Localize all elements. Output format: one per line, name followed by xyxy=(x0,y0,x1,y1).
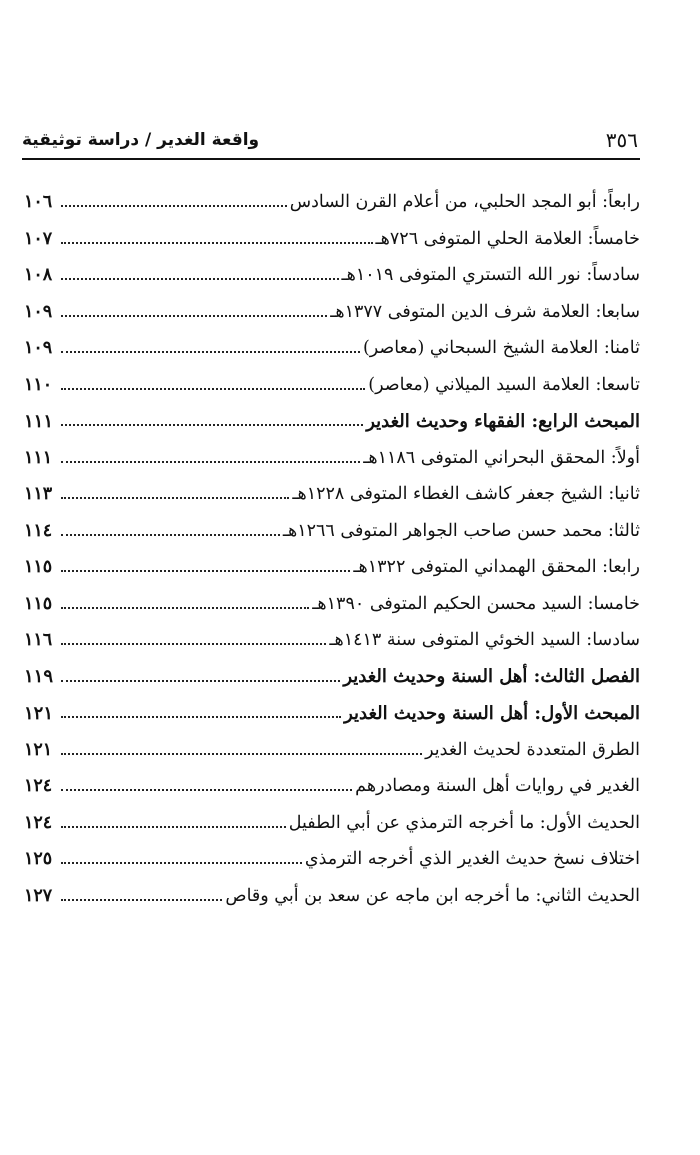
page-number: ٣٥٦ xyxy=(605,128,638,152)
dot-leader xyxy=(61,188,287,208)
toc-entry xyxy=(24,549,640,586)
dot-leader xyxy=(61,443,360,463)
toc-entry xyxy=(24,841,640,878)
toc-entry-page: ١٢٤ xyxy=(24,776,53,797)
dot-leader xyxy=(61,735,422,755)
toc-entry xyxy=(24,440,640,477)
toc-entry-page: ١١١ xyxy=(24,447,53,468)
toc-entry-page: ١١١ xyxy=(24,410,54,432)
toc-entry xyxy=(24,294,640,331)
toc-entry-page: ١٠٦ xyxy=(24,192,53,213)
dot-leader xyxy=(61,845,302,865)
toc-entry-page: ١٠٧ xyxy=(24,228,53,249)
dot-leader xyxy=(61,589,309,609)
dot-leader xyxy=(61,261,339,281)
toc-entry xyxy=(24,476,640,513)
dot-leader xyxy=(61,516,280,536)
toc-entry-title: خامساً: العلامة الحلي المتوفى ٧٢٦هـ xyxy=(375,228,640,249)
toc-section-heading xyxy=(24,403,640,440)
toc-entry-title: خامسا: السيد محسن الحكيم المتوفى ١٣٩٠هـ xyxy=(312,593,640,614)
toc-entry xyxy=(24,221,640,258)
toc-entry-title: ثالثا: محمد حسن صاحب الجواهر المتوفى ١٢٦٦هـ xyxy=(282,520,640,541)
toc-entry-title: رابعاً: أبو المجد الحلبي، من أعلام القرن السادس xyxy=(289,192,640,213)
toc-entry-page: ١٢٥ xyxy=(24,849,53,870)
toc-entry-page: ١٠٨ xyxy=(24,265,53,286)
toc-entry-page: ١١٣ xyxy=(24,484,53,505)
toc-entry-page: ١١٤ xyxy=(24,520,53,541)
dot-leader xyxy=(61,808,286,828)
toc-entry xyxy=(24,184,640,221)
dot-leader xyxy=(61,626,326,646)
toc-entry-page: ١٢١ xyxy=(24,739,53,760)
dot-leader xyxy=(61,662,340,682)
toc-entry-page: ١٢٧ xyxy=(24,885,53,906)
dot-leader xyxy=(61,334,360,354)
toc-entry-title: الحديث الثاني: ما أخرجه ابن ماجه عن سعد بن أبي وقاص xyxy=(225,885,640,906)
dot-leader xyxy=(61,370,365,390)
dot-leader xyxy=(61,772,352,792)
toc-entry xyxy=(24,330,640,367)
running-head-title: واقعة الغدير / دراسة توثيقية xyxy=(22,130,260,150)
toc-entry-page: ١٠٩ xyxy=(24,338,53,359)
toc-entry-page: ١١٠ xyxy=(24,374,53,395)
toc-entry xyxy=(24,805,640,842)
toc-entry xyxy=(24,732,640,769)
dot-leader xyxy=(61,881,222,901)
toc-entry xyxy=(24,878,640,915)
toc-entry-title: الغدير في روايات أهل السنة ومصادرهم xyxy=(355,776,640,797)
dot-leader xyxy=(61,297,327,317)
toc-entry-title: الطرق المتعددة لحديث الغدير xyxy=(425,739,640,760)
toc-entry-page: ١٠٩ xyxy=(24,301,53,322)
toc-entry-title: الحديث الأول: ما أخرجه الترمذي عن أبي الطفيل xyxy=(288,812,640,833)
toc-entry-title: المبحث الرابع: الفقهاء وحديث الغدير xyxy=(366,410,640,432)
toc-entry xyxy=(24,513,640,550)
toc-section-heading xyxy=(24,695,640,732)
toc-entry-page: ١١٩ xyxy=(24,666,54,688)
dot-leader xyxy=(61,698,341,718)
toc-entry-title: الفصل الثالث: أهل السنة وحديث الغدير xyxy=(343,666,640,688)
toc-entry xyxy=(24,257,640,294)
toc-entry xyxy=(24,768,640,805)
toc-entry-title: تاسعا: العلامة السيد الميلاني (معاصر) xyxy=(368,374,640,395)
toc-entry-title: ثامنا: العلامة الشيخ السبحاني (معاصر) xyxy=(362,338,640,359)
toc-entry-page: ١١٥ xyxy=(24,593,53,614)
page-header xyxy=(22,118,640,160)
toc-entry-title: رابعا: المحقق الهمداني المتوفى ١٣٢٢هـ xyxy=(353,557,640,578)
dot-leader xyxy=(61,224,373,244)
toc-entry-title: سادساً: نور الله التستري المتوفى ١٠١٩هـ xyxy=(341,265,640,286)
toc-entry-title: اختلاف نسخ حديث الغدير الذي أخرجه الترمذي xyxy=(304,849,640,870)
toc-entry-title: سابعا: العلامة شرف الدين المتوفى ١٣٧٧هـ xyxy=(330,301,640,322)
toc-entry-title: المبحث الأول: أهل السنة وحديث الغدير xyxy=(344,702,640,724)
toc-entry xyxy=(24,622,640,659)
toc-entry-title: ثانيا: الشيخ جعفر كاشف الغطاء المتوفى ١٢٢٨هـ xyxy=(292,484,640,505)
toc-entry-page: ١٢١ xyxy=(24,702,54,724)
toc-entry-title: أولاً: المحقق البحراني المتوفى ١١٨٦هـ xyxy=(363,447,640,468)
toc-section-heading xyxy=(24,659,640,696)
toc-entry xyxy=(24,367,640,404)
dot-leader xyxy=(61,406,363,426)
toc-entry xyxy=(24,586,640,623)
toc-entry-page: ١١٥ xyxy=(24,557,53,578)
toc-entry-page: ١١٦ xyxy=(24,630,53,651)
toc-entry-page: ١٢٤ xyxy=(24,812,53,833)
dot-leader xyxy=(61,480,289,500)
dot-leader xyxy=(61,553,350,573)
toc-entry-title: سادسا: السيد الخوئي المتوفى سنة ١٤١٣هـ xyxy=(329,630,640,651)
table-of-contents xyxy=(24,184,640,914)
